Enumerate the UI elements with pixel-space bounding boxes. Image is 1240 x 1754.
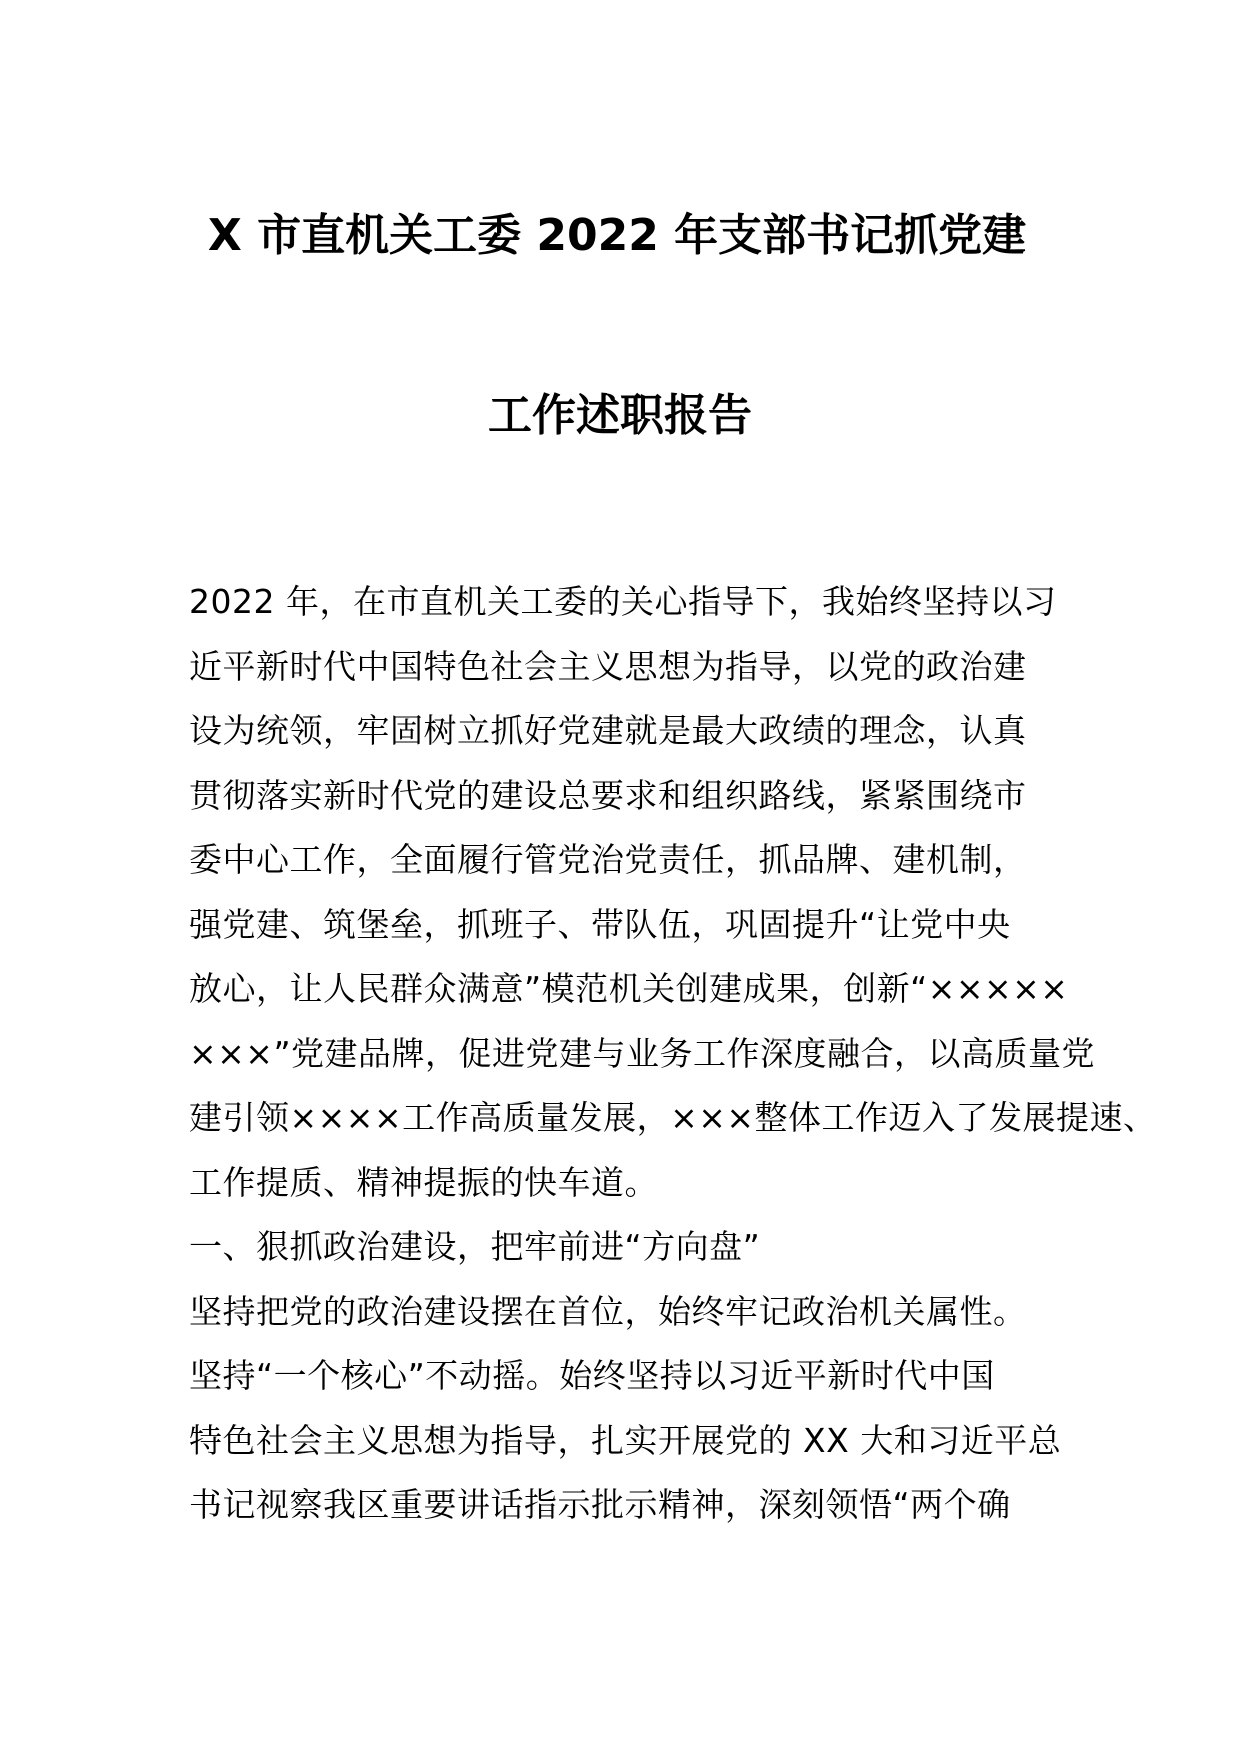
body-line: 强党建、筑堡垒，抓班子、带队伍，巩固提升“让党中央 [189,904,1011,944]
document-title-line-2: 工作述职报告 [488,390,752,441]
body-line: ×××”党建品牌，促进党建与业务工作深度融合，以高质量党 [189,1033,1096,1073]
body-line: 贯彻落实新时代党的建设总要求和组织路线，紧紧围绕市 [189,775,1027,815]
document-title-line-1: X 市直机关工委 2022 年支部书记抓党建 [207,210,1027,261]
body-line: 坚持“一个核心”不动摇。始终坚持以习近平新时代中国 [189,1356,995,1395]
body-line: 委中心工作，全面履行管党治党责任，抓品牌、建机制， [189,840,1027,879]
body-line: 书记视察我区重要讲话指示批示精神，深刻领悟“两个确 [189,1485,1011,1524]
document-body [189,570,1157,1538]
body-line: 工作提质、精神提振的快车道。 [189,1162,658,1202]
body-line: 放心，让人民群众满意”模范机关创建成果，创新“××××× [189,969,1069,1008]
body-line: 特色社会主义思想为指导，扎实开展党的 XX 大和习近平总 [189,1420,1062,1460]
body-line: 建引领××××工作高质量发展，×××整体工作迈入了发展提速、 [189,1098,1157,1137]
body-line: 近平新时代中国特色社会主义思想为指导，以党的政治建 [189,646,1027,686]
body-line: 2022 年，在市直机关工委的关心指导下，我始终坚持以习 [189,582,1057,621]
body-line: 坚持把党的政治建设摆在首位，始终牢记政治机关属性。 [189,1291,1027,1331]
section-heading: 一、狠抓政治建设，把牢前进“方向盘” [189,1227,761,1266]
body-line: 设为统领，牢固树立抓好党建就是最大政绩的理念，认真 [189,711,1027,750]
